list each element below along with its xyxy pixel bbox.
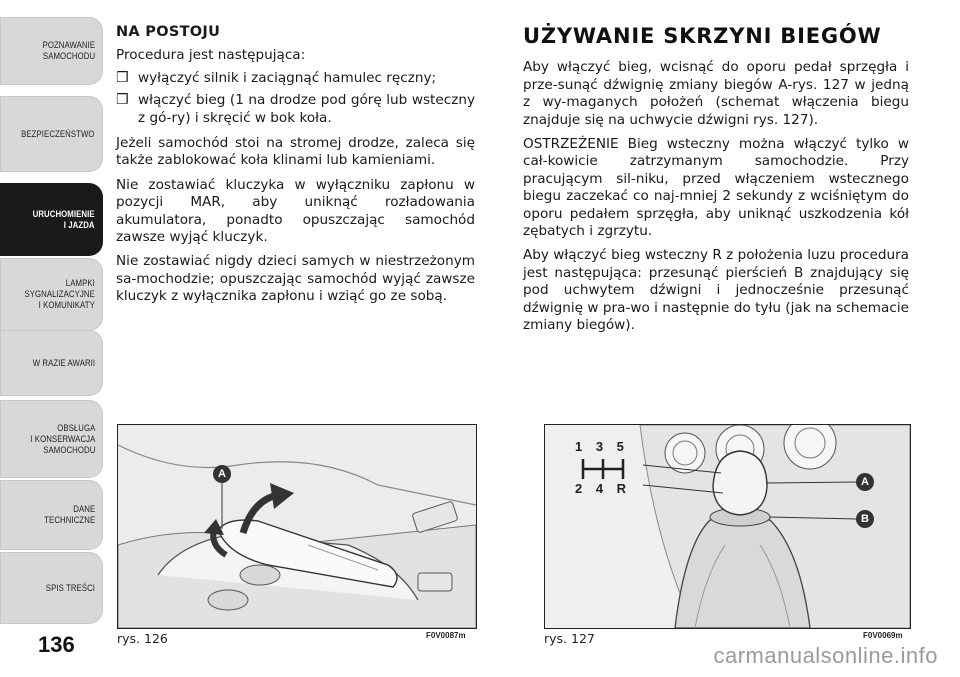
intro-text: Procedura jest następująca: [116,47,306,64]
tab-label: URUCHOMIENIE I JAZDA [32,208,95,231]
paragraph: OSTRZEŻENIE Bieg wsteczny można włączyć tylko w cał-kowicie zatrzymanym samochodzie. Przy pracującym sil-niku, przed włączeniem wstecznego biegu zaczekać co naj-mniej 2 sekundy z wciśniętym do oporu pedałem sprzęgła, aby uniknąć uszkodzenia kół zębatych i zgrzytu. [523,136,909,240]
callout-a-badge: A [856,473,874,491]
tab-label: BEZPIECZEŃSTWO [21,128,95,140]
figure-code: F0V0069m [863,631,903,640]
paragraph: Nie zostawiać kluczyka w wyłączniku zapłonu w pozycji MAR, aby uniknąć rozładowania akumulatora, ponadto opuszczając samochód zawsze wyjąć kluczyk. [116,176,475,246]
watermark: carmanualsonline.info [713,643,938,668]
paragraph: Aby włączyć bieg wsteczny R z położenia luzu procedura jest następująca: przesunąć pierścień B znajdujący się pod uchwytem dźwigni i jednocześnie przesunąć dźwignię w pra-wo i następnie do tyłu (jak na schemacie zmiany biegów). [523,247,909,334]
tab-label: W RAZIE AWARII [32,357,95,369]
list-item-text: wyłączyć silnik i zaciągnąć hamulec ręczny; [138,69,437,86]
figure-code: F0V0087m [426,631,466,640]
list-item-text: włączyć bieg (1 na drodze pod górę lub wsteczny z gó-ry) i skręcić w bok koła. [138,92,475,126]
tab-label: OBSŁUGA I KONSERWACJA SAMOCHODU [29,422,95,456]
figure-caption: rys. 126 [117,631,168,646]
right-column [523,24,909,342]
tab-w-razie-awarii[interactable] [0,330,103,396]
figure-handbrake [117,424,477,629]
tab-uruchomienie-i-jazda[interactable] [0,183,103,256]
section-heading: NA POSTOJU [116,24,221,40]
tab-label: SPIS TREŚCI [45,582,95,594]
figure-caption: rys. 127 [544,631,595,646]
list-item [116,70,475,87]
callout-a-badge: A [213,465,231,483]
tab-obsluga-i-konserwacja[interactable] [0,400,103,478]
paragraph: Jeżeli samochód stoi na stromej drodze, zaleca się także zablokować koła klinami lub kamieniami. [116,135,475,169]
tab-bezpieczenstwo[interactable] [0,96,103,172]
page-title: UŻYWANIE SKRZYNI BIEGÓW [523,24,882,48]
tab-spis-tresci[interactable] [0,552,103,624]
gear-pattern-bottom: 2 4 R [575,481,632,496]
tab-lampki-sygnalizacyjne[interactable] [0,258,103,331]
checkbox-bullet-icon: ❒ [116,92,129,109]
tab-label: DANE TECHNICZNE [43,504,95,526]
checkbox-bullet-icon: ❒ [116,69,129,86]
tab-poznawanie-samochodu[interactable] [0,17,103,85]
paragraph: Aby włączyć bieg, wcisnąć do oporu pedał sprzęgła i prze-sunąć dźwignię zmiany biegów A-rys. 127 w jedną z wy-maganych położeń (schemat włączenia biegu znajduje się na uchwycie dźwigni rys. 127). [523,59,909,128]
tab-dane-techniczne[interactable] [0,480,103,550]
handbrake-illustration [118,425,476,628]
paragraph: Nie zostawiać nigdy dzieci samych w niestrzeżonym sa-mochodzie; opuszczając samochód wyjąć zawsze kluczyk z wyłącznika zapłonu i wziąć go ze sobą. [116,253,475,305]
tab-label: LAMPKI SYGNALIZACYJNE I KOMUNIKATY [24,278,95,311]
page-number: 136 [38,632,75,657]
gear-pattern-top: 1 3 5 [575,439,629,454]
list-item [116,92,475,127]
left-column [116,24,475,313]
figure-gearshift [544,424,911,629]
callout-b-badge: B [856,510,874,528]
tab-label: POZNAWANIE SAMOCHODU [42,40,95,62]
gearshift-illustration [545,425,910,628]
